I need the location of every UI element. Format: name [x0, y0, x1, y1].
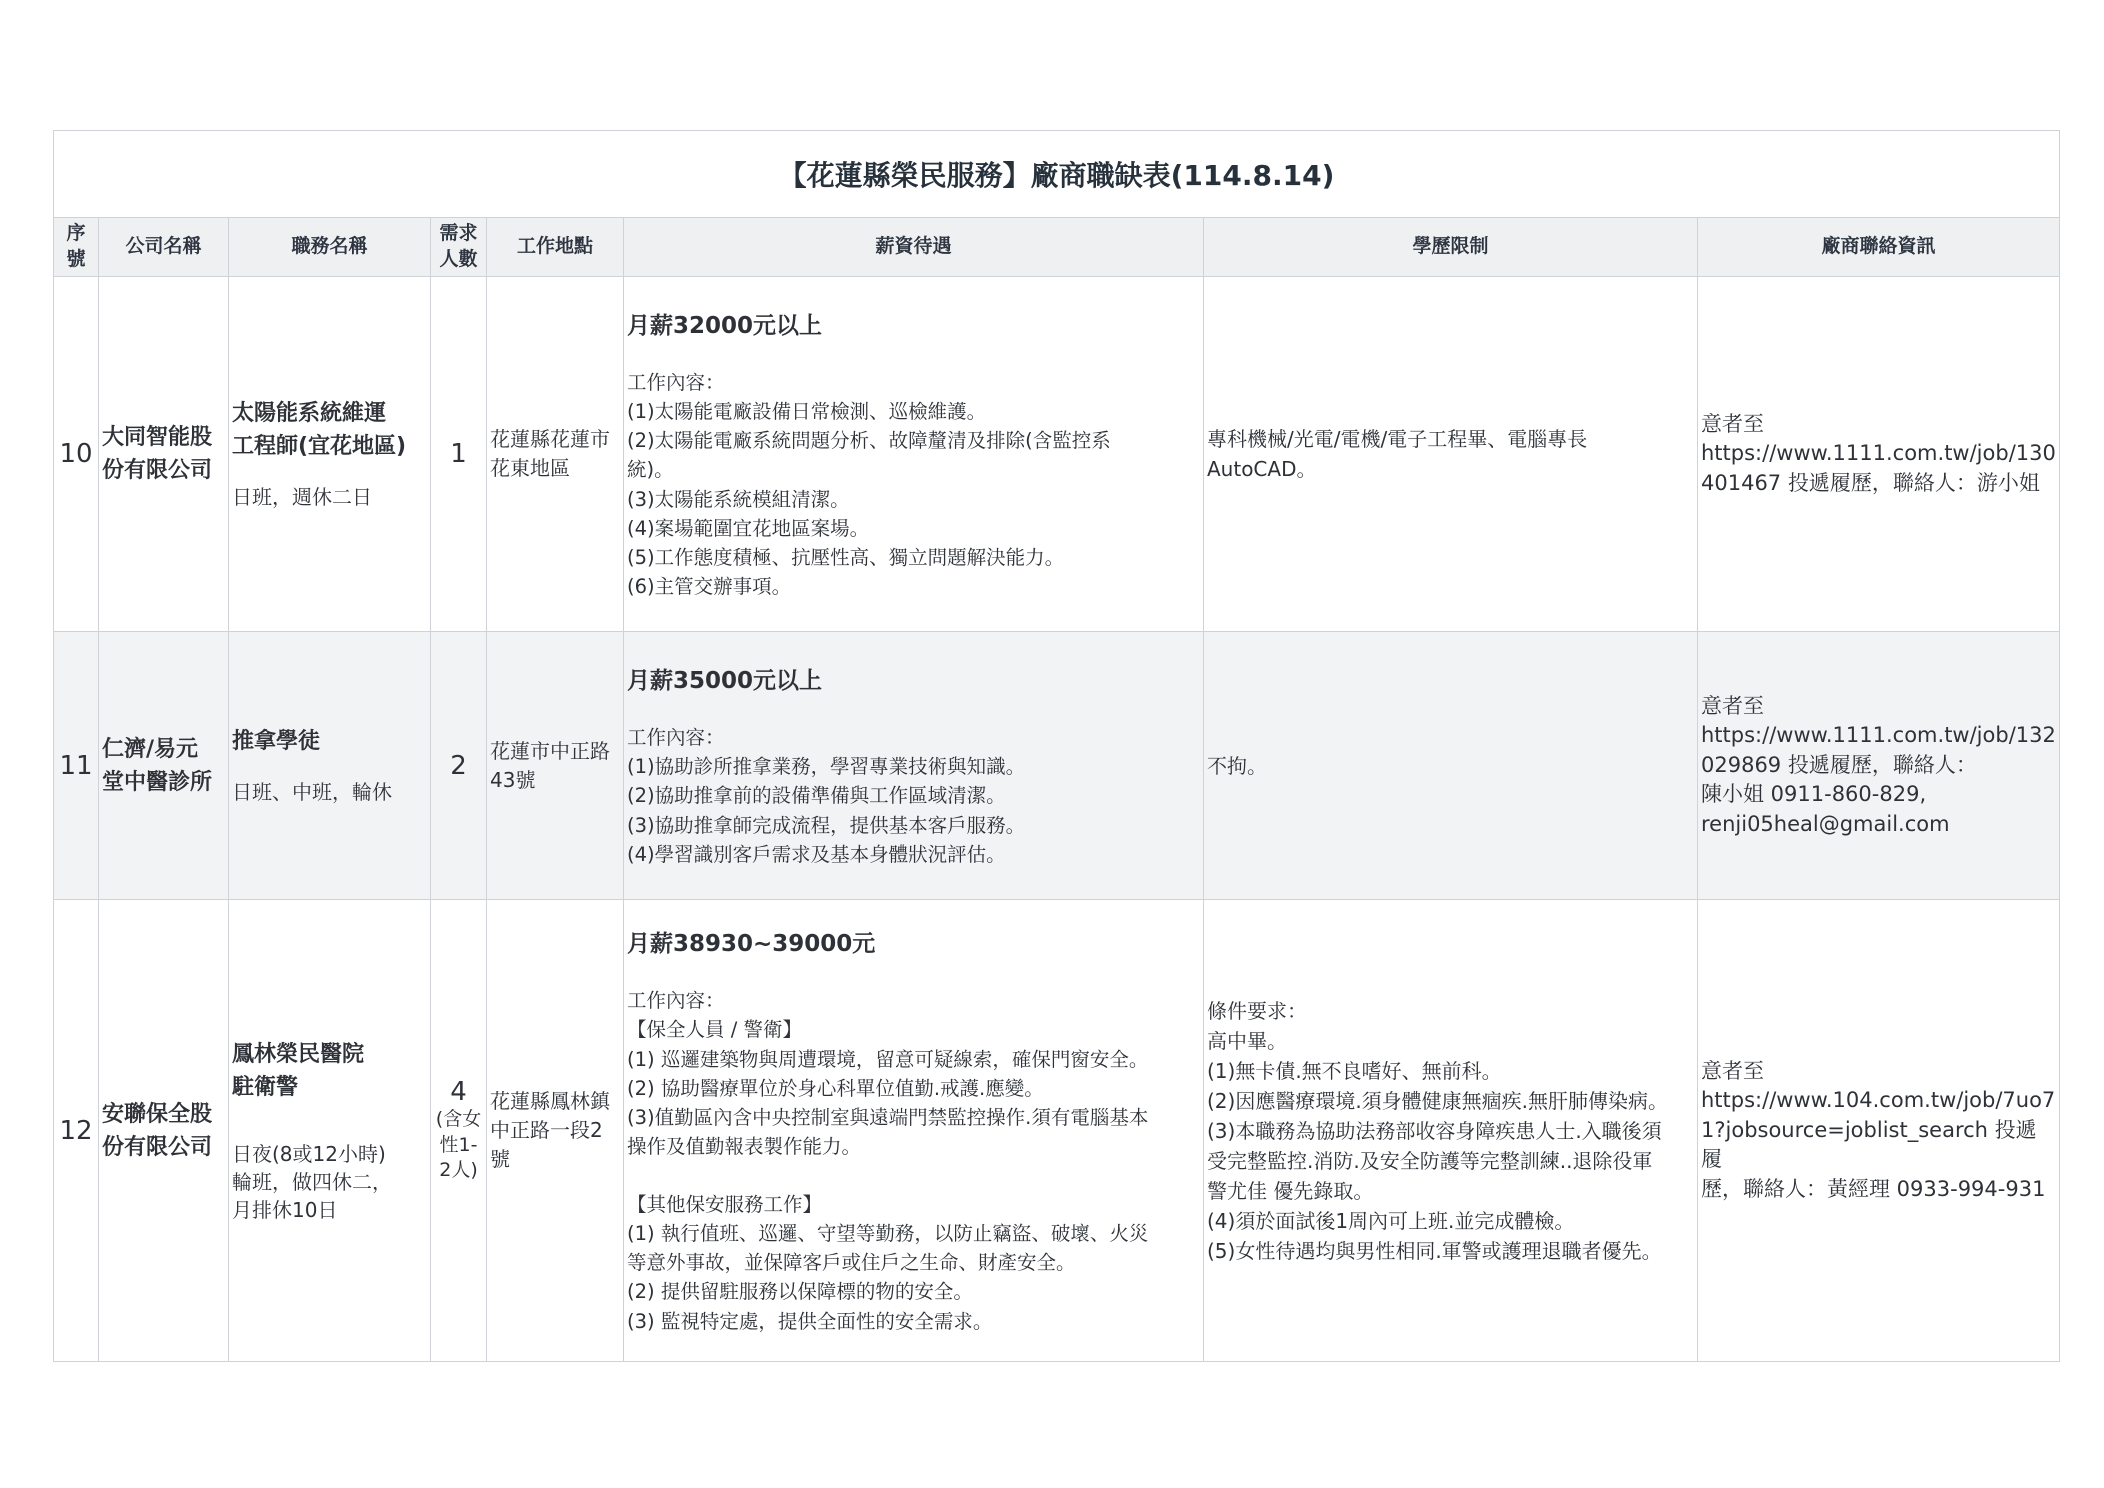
- description-line: (3)值勤區內含中央控制室與遠端門禁監控操作.須有電腦基本: [627, 1106, 1149, 1130]
- location-line: 花蓮縣鳳林鎮: [490, 1089, 610, 1113]
- row-contact: [1698, 277, 2060, 632]
- description-line: 【保全人員 / 警衛】: [627, 1018, 802, 1042]
- table-row: [54, 900, 2060, 1362]
- description-line: (1) 執行值班、巡邏、守望等勤務，以防止竊盜、破壞、火災: [627, 1221, 1149, 1245]
- header-seq: [54, 218, 99, 277]
- job-title: [232, 1038, 427, 1104]
- row-company: [99, 900, 229, 1362]
- job-shift: [232, 778, 427, 806]
- company-line: 份有限公司: [102, 1134, 213, 1160]
- job-description: [627, 723, 1200, 869]
- job-description: [627, 368, 1200, 602]
- row-job: [229, 277, 431, 632]
- job-shift: [232, 1140, 427, 1224]
- header-seq-line1: 序: [66, 222, 86, 245]
- shift-line: 輪班，做四休二，: [232, 1169, 392, 1194]
- education-line: 警尤佳 優先錄取。: [1207, 1178, 1374, 1203]
- location-line: 花蓮市中正路: [490, 738, 610, 763]
- row-need: [431, 900, 487, 1362]
- contact-line: 029869 投遞履歷，聯絡人：: [1701, 752, 1977, 777]
- contact-email[interactable]: renji05heal@gmail.com: [1701, 811, 1950, 836]
- contact-link[interactable]: https://www.1111.com.tw/job/130: [1701, 441, 2056, 466]
- row-job: [229, 632, 431, 900]
- contact-line: 意者至: [1701, 411, 1764, 436]
- job-title-line: 太陽能系統維運: [232, 401, 387, 426]
- shift-line: 月排休10日: [232, 1197, 338, 1222]
- job-title-line: 推拿學徒: [232, 729, 321, 754]
- shift-line: 日班、中班，輪休: [232, 780, 392, 804]
- shift-line: 日班，週休二日: [232, 485, 372, 509]
- row-company: [99, 632, 229, 900]
- job-title-line: 工程師(宜花地區): [232, 434, 407, 459]
- salary-amount: 月薪38930~39000元: [627, 931, 876, 958]
- need-note: 性1-: [439, 1133, 478, 1156]
- header-education: 學歷限制: [1204, 218, 1698, 277]
- description-line: (2)太陽能電廠系統問題分析、故障釐清及排除(含監控系: [627, 429, 1111, 452]
- header-company: 公司名稱: [99, 218, 229, 277]
- row-need: [431, 632, 487, 900]
- description-line: (6)主管交辦事項。: [627, 575, 792, 599]
- location-line: 花蓮縣花蓮市: [490, 427, 610, 451]
- row-education: [1204, 277, 1698, 632]
- description-line: 工作內容：: [627, 370, 725, 394]
- education-line: 專科機械/光電/電機/電子工程畢、電腦專長: [1207, 427, 1588, 451]
- job-description: [627, 986, 1200, 1336]
- education-line: 不拘。: [1207, 753, 1267, 778]
- shift-line: 日夜(8或12小時): [232, 1141, 386, 1166]
- need-note: (含女: [435, 1108, 482, 1131]
- job-title: [232, 397, 427, 463]
- description-line: 等意外事故，並保障客戶或住戶之生命、財產安全。: [627, 1251, 1076, 1275]
- row-location: [487, 277, 624, 632]
- education-line: 條件要求：: [1207, 998, 1307, 1023]
- education-line: 高中畢。: [1207, 1028, 1287, 1053]
- job-vacancy-sheet: [53, 130, 2059, 1362]
- job-title: [232, 725, 427, 758]
- need-count: 2: [450, 750, 467, 781]
- header-need: [431, 218, 487, 277]
- contact-phone: 陳小姐 0911-860-829,: [1701, 782, 1927, 807]
- contact-link[interactable]: https://www.1111.com.tw/job/132: [1701, 723, 2056, 748]
- row-seq: 12: [54, 900, 99, 1362]
- company-line: 份有限公司: [102, 458, 213, 483]
- job-title-line: 駐衛警: [232, 1074, 299, 1100]
- row-salary: [624, 277, 1204, 632]
- location-line: 花東地區: [490, 456, 570, 480]
- description-line: (2)協助推拿前的設備準備與工作區域清潔。: [627, 784, 1006, 808]
- education-line: (4)須於面試後1周內可上班.並完成體檢。: [1207, 1208, 1575, 1233]
- description-line: (2) 協助醫療單位於身心科單位值勤.戒護.應變。: [627, 1076, 1044, 1100]
- need-note: 2人): [439, 1159, 478, 1182]
- contact-line: 歷，聯絡人：黃經理 0933-994-931: [1701, 1176, 2046, 1201]
- contact-link[interactable]: https://www.104.com.tw/job/7uo7: [1701, 1088, 2056, 1113]
- row-education: [1204, 632, 1698, 900]
- education-line: (3)本職務為協助法務部收容身障疾患人士.入職後須: [1207, 1118, 1662, 1143]
- contact-line: 401467 投遞履歷，聯絡人：游小姐: [1701, 470, 2040, 495]
- row-need: [431, 277, 487, 632]
- salary-amount: 月薪35000元以上: [627, 667, 823, 694]
- row-education: [1204, 900, 1698, 1362]
- row-contact: [1698, 632, 2060, 900]
- education-line: (1)無卡債.無不良嗜好、無前科。: [1207, 1058, 1502, 1083]
- location-line: 號: [490, 1147, 510, 1171]
- row-location: [487, 632, 624, 900]
- description-line: 工作內容：: [627, 989, 725, 1013]
- table-row: [54, 632, 2060, 900]
- row-contact: [1698, 900, 2060, 1362]
- description-spacer: [627, 1162, 1200, 1190]
- need-count: 1: [450, 439, 467, 469]
- header-seq-line2: 號: [66, 248, 86, 270]
- job-title-line: 鳳林榮民醫院: [232, 1041, 365, 1067]
- description-line: 統)。: [627, 458, 674, 482]
- row-salary: [624, 900, 1204, 1362]
- company-line: 大同智能股: [102, 425, 213, 450]
- header-salary: 薪資待遇: [624, 218, 1204, 277]
- description-line: (1) 巡邏建築物與周遭環境，留意可疑線索，確保門窗安全。: [627, 1047, 1149, 1071]
- description-line: (4)學習識別客戶需求及基本身體狀況評估。: [627, 842, 1006, 866]
- row-seq: 11: [54, 632, 99, 900]
- job-shift: [232, 483, 427, 511]
- contact-line: 意者至: [1701, 694, 1764, 719]
- description-line: (1)協助診所推拿業務，學習專業技術與知識。: [627, 755, 1026, 779]
- header-job: 職務名稱: [229, 218, 431, 277]
- header-location: 工作地點: [487, 218, 624, 277]
- company-line: 仁濟/易元: [102, 736, 199, 762]
- description-line: (3) 監視特定處，提供全面性的安全需求。: [627, 1309, 993, 1333]
- sheet-title: 【花蓮縣榮民服務】廠商職缺表(114.8.14): [54, 131, 2060, 218]
- contact-line: 意者至: [1701, 1059, 1764, 1084]
- header-need-line2: 人數: [439, 248, 478, 270]
- salary-amount: 月薪32000元以上: [627, 312, 823, 339]
- description-line: 工作內容：: [627, 725, 725, 749]
- education-line: AutoCAD。: [1207, 457, 1317, 481]
- header-contact: 廠商聯絡資訊: [1698, 218, 2060, 277]
- row-seq: 10: [54, 277, 99, 632]
- header-row: [54, 218, 2060, 277]
- description-line: (2) 提供留駐服務以保障標的物的安全。: [627, 1280, 973, 1304]
- location-line: 中正路一段2: [490, 1118, 603, 1142]
- education-line: 受完整監控.消防.及安全防護等完整訓練..退除役軍: [1207, 1148, 1653, 1173]
- description-line: (3)太陽能系統模組清潔。: [627, 487, 850, 511]
- row-salary: [624, 632, 1204, 900]
- need-count: 4: [450, 1077, 467, 1108]
- table-row: [54, 277, 2060, 632]
- company-line: 堂中醫診所: [102, 769, 213, 795]
- description-line: (3)協助推拿師完成流程，提供基本客戶服務。: [627, 813, 1026, 837]
- row-location: [487, 900, 624, 1362]
- job-vacancy-table: [53, 130, 2060, 1362]
- contact-line: 1?jobsource=joblist_search 投遞履: [1701, 1117, 2037, 1172]
- header-need-line1: 需求: [439, 222, 478, 245]
- row-company: [99, 277, 229, 632]
- description-line: 【其他保安服務工作】: [627, 1192, 823, 1216]
- description-line: (4)案場範圍宜花地區案場。: [627, 516, 870, 540]
- row-job: [229, 900, 431, 1362]
- education-line: (5)女性待遇均與男性相同.軍警或護理退職者優先。: [1207, 1238, 1662, 1263]
- education-line: (2)因應醫療環境.須身體健康無痼疾.無肝肺傳染病。: [1207, 1088, 1669, 1113]
- description-line: (1)太陽能電廠設備日常檢測、巡檢維護。: [627, 399, 987, 423]
- company-line: 安聯保全股: [102, 1101, 213, 1127]
- location-line: 43號: [490, 767, 536, 792]
- description-line: (5)工作態度積極、抗壓性高、獨立問題解決能力。: [627, 546, 1065, 569]
- description-line: 操作及值勤報表製作能力。: [627, 1135, 862, 1159]
